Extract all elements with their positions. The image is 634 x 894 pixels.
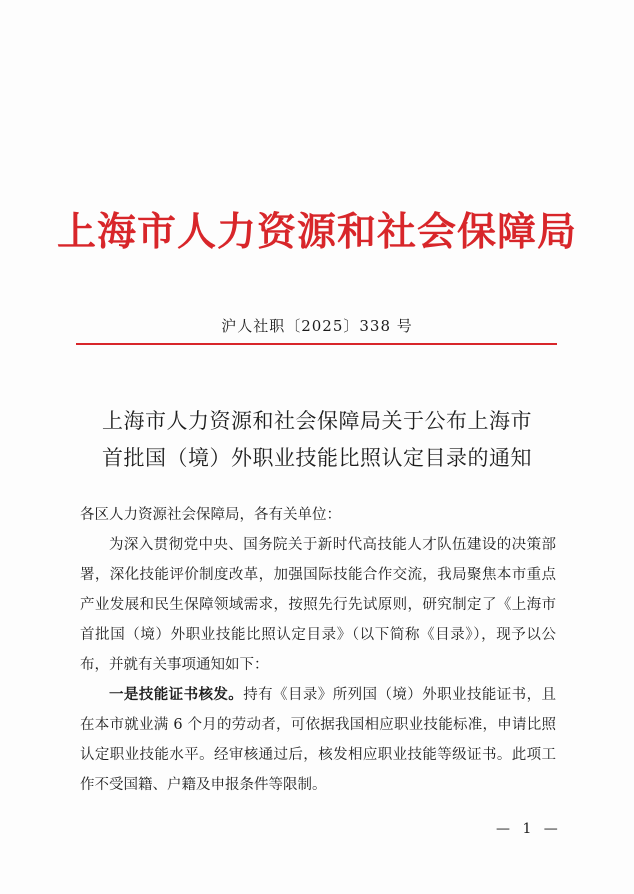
red-divider (76, 343, 557, 345)
notice-title-line-2: 首批国（境）外职业技能比照认定目录的通知 (102, 446, 532, 470)
page-number: — 1 — (496, 821, 562, 837)
item-1-text: 持有《目录》所列国（境）外职业技能证书，且在本市就业满 6 个月的劳动者，可依据我国相应职业技能标准，申请比照认定职业技能水平。经审核通过后，核发相应职业技能等级证书。此项工作不受国籍、户籍及申报条件等限制。 (80, 687, 557, 793)
item-1-title: 一是技能证书核发。 (109, 686, 244, 703)
paragraph-item-1 (80, 680, 556, 800)
notice-body (80, 500, 556, 800)
salutation: 各区人力资源社会保障局，各有关单位： (80, 507, 341, 523)
notice-title (0, 403, 634, 477)
bureau-header: 上海市人力资源和社会保障局 (56, 209, 577, 255)
document-number: 沪人社职〔2025〕338 号 (221, 317, 413, 335)
notice-title-line-1: 上海市人力资源和社会保障局关于公布上海市 (102, 409, 532, 433)
paragraph-intro: 为深入贯彻党中央、国务院关于新时代高技能人才队伍建设的决策部署，深化技能评价制度改革，加强国际技能合作交流，我局聚焦本市重点产业发展和民生保障领域需求，按照先行先试原则，研究制定了《上海市首批国（境）外职业技能比照认定目录》（以下简称《目录》），现予以公布，并就有关事项通知如下： (80, 537, 556, 673)
